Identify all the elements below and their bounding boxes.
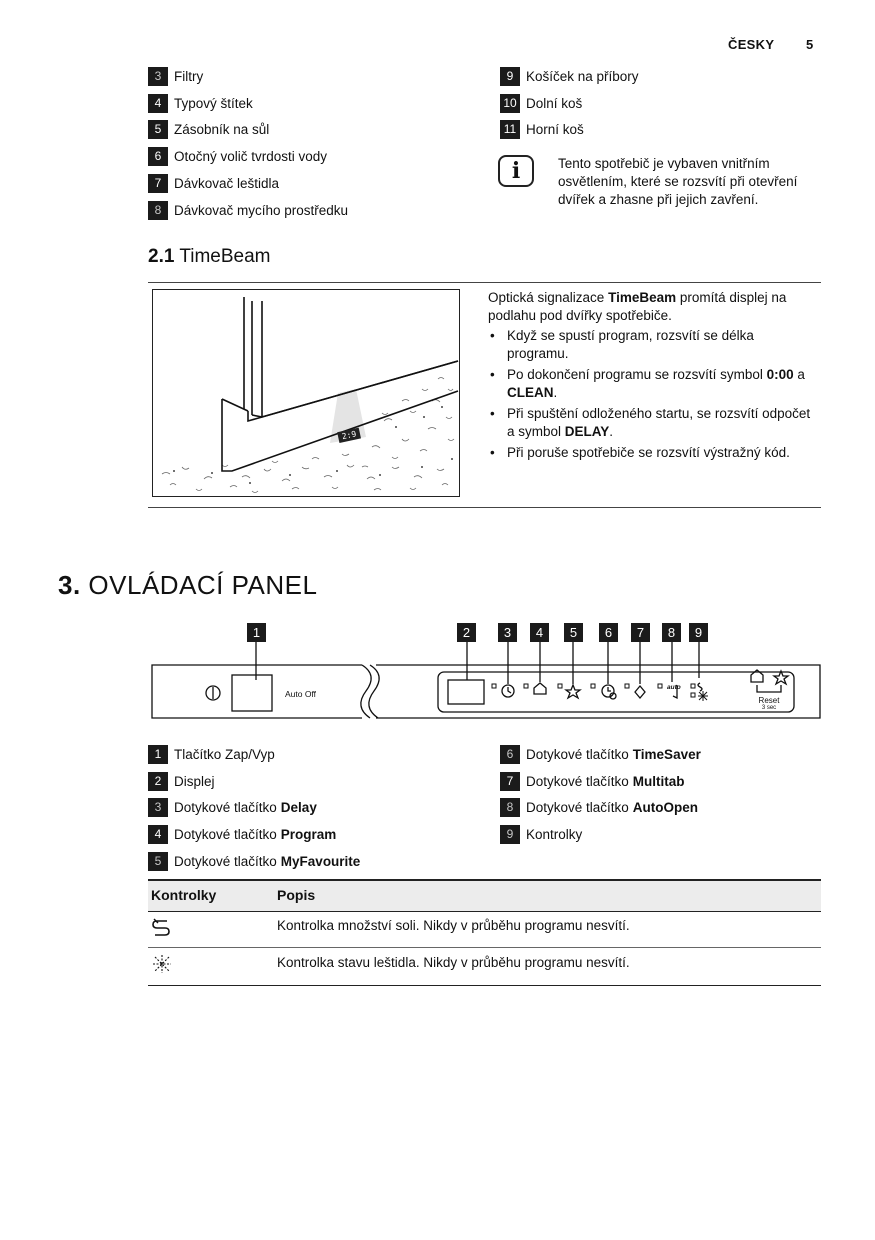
- language-header: ČESKY: [728, 37, 775, 52]
- list-item: [500, 744, 701, 764]
- item-number: 7: [148, 174, 168, 193]
- list-item: [148, 173, 279, 193]
- legend-text: Dotykové tlačítko: [174, 826, 277, 842]
- list-item: [148, 119, 269, 139]
- list-item: [500, 824, 582, 844]
- panel-label-9: 9: [689, 623, 708, 642]
- legend-number: 6: [500, 745, 520, 764]
- intro-text-a: Optická signalizace: [488, 290, 609, 305]
- section-heading: [148, 246, 271, 268]
- panel-label-2: 2: [457, 623, 476, 642]
- legend-bold: Delay: [280, 799, 317, 815]
- item-label: Zásobník na sůl: [174, 121, 270, 137]
- list-item: [148, 771, 215, 791]
- legend-number: 8: [500, 798, 520, 817]
- list-item: [148, 93, 253, 113]
- list-item: [500, 797, 698, 817]
- item-label: Horní koš: [526, 121, 584, 137]
- bullet-text: a: [793, 367, 805, 382]
- item-number: 8: [148, 201, 168, 220]
- timebeam-description: [488, 289, 818, 466]
- bullet-text: .: [553, 384, 558, 400]
- legend-text: Dotykové tlačítko: [526, 799, 629, 815]
- item-number: 3: [148, 67, 168, 86]
- item-label: Filtry: [174, 68, 204, 84]
- salt-indicator-icon: [151, 917, 173, 939]
- list-item: [148, 146, 327, 166]
- list-item: [488, 327, 818, 362]
- list-item: [148, 824, 336, 844]
- panel-label-4: 4: [530, 623, 549, 642]
- bullet-text: Po dokončení programu se rozsvítí symbol: [507, 367, 767, 382]
- item-label: Dávkovač mycího prostředku: [174, 202, 349, 218]
- list-item: [488, 444, 818, 462]
- chapter-heading: [58, 570, 317, 601]
- reset-label: Reset: [758, 696, 780, 705]
- legend-bold: TimeSaver: [632, 746, 701, 762]
- legend-text: Dotykové tlačítko: [174, 853, 277, 869]
- item-label: Dolní koš: [526, 95, 583, 111]
- legend-number: 3: [148, 798, 168, 817]
- item-number: 11: [500, 120, 520, 139]
- table-header-description: Popis: [277, 887, 316, 903]
- bullet-bold: CLEAN: [507, 384, 554, 400]
- item-number: 6: [148, 147, 168, 166]
- list-item: [500, 771, 685, 791]
- chapter-number: 3.: [58, 570, 81, 600]
- legend-number: 9: [500, 825, 520, 844]
- divider: [148, 947, 821, 948]
- legend-text: Dotykové tlačítko: [174, 799, 277, 815]
- control-panel-diagram: [150, 640, 822, 724]
- list-item: [488, 405, 818, 440]
- bullet-text: Když se spustí program, rozsvítí se délka programu.: [507, 328, 754, 361]
- legend-number: 4: [148, 825, 168, 844]
- item-number: 10: [500, 94, 520, 113]
- item-label: Otočný volič tvrdosti vody: [174, 148, 328, 164]
- list-item: [500, 93, 582, 113]
- list-item: [148, 66, 203, 86]
- item-label: Košíček na příbory: [526, 68, 639, 84]
- table-cell-text: Kontrolka množství soli. Nikdy v průběhu programu nesvítí.: [277, 918, 630, 933]
- table-cell-text: Kontrolka stavu leštidla. Nikdy v průběhu programu nesvítí.: [277, 955, 630, 970]
- panel-label-1: 1: [247, 623, 266, 642]
- divider: [148, 985, 821, 986]
- list-item: [148, 744, 275, 764]
- legend-number: 2: [148, 772, 168, 791]
- bullet-text: Při poruše spotřebiče se rozsvítí výstražný kód.: [507, 445, 790, 460]
- divider: [148, 507, 821, 508]
- divider: [148, 282, 821, 283]
- panel-label-7: 7: [631, 623, 650, 642]
- intro-text-b: promítá displej na podlahu pod dvířky spotřebiče.: [488, 290, 787, 323]
- timebeam-illustration: [152, 289, 460, 497]
- list-item: [148, 200, 348, 220]
- chapter-title: OVLÁDACÍ PANEL: [88, 570, 318, 600]
- panel-label-6: 6: [599, 623, 618, 642]
- item-number: 5: [148, 120, 168, 139]
- reset-time: 3 sec: [761, 705, 777, 711]
- rinse-aid-indicator-icon: [151, 953, 173, 975]
- autoopen-mark: auto: [667, 684, 681, 691]
- item-label: Typový štítek: [174, 95, 253, 111]
- bullet-bold: 0:00: [766, 367, 794, 382]
- legend-number: 7: [500, 772, 520, 791]
- panel-label-3: 3: [498, 623, 517, 642]
- table-header-indicators: Kontrolky: [151, 887, 217, 903]
- divider: [148, 911, 821, 912]
- legend-text: Dotykové tlačítko: [526, 746, 629, 762]
- list-item: [488, 366, 818, 401]
- legend-text: Kontrolky: [526, 826, 583, 842]
- panel-label-5: 5: [564, 623, 583, 642]
- list-item: [148, 797, 317, 817]
- info-note: Tento spotřebič je vybaven vnitřním osvětlením, které se rozsvítí při otevření dvířek a zhasne při jejich zavření.: [558, 156, 798, 207]
- legend-bold: Multitab: [632, 773, 685, 789]
- legend-text: Dotykové tlačítko: [526, 773, 629, 789]
- bullet-text: .: [609, 423, 614, 439]
- page-number: 5: [806, 37, 814, 52]
- auto-off-label: Auto Off: [285, 689, 317, 699]
- info-icon: i: [498, 155, 534, 187]
- intro-bold: TimeBeam: [608, 290, 677, 305]
- legend-text: Tlačítko Zap/Vyp: [174, 746, 275, 762]
- table-header: [148, 881, 821, 911]
- legend-number: 1: [148, 745, 168, 764]
- bullet-bold: DELAY: [564, 423, 610, 439]
- list-item: [500, 119, 584, 139]
- section-number: 2.1: [148, 246, 175, 267]
- item-number: 9: [500, 67, 520, 86]
- bullet-text: Při spuštění odloženého startu, se rozsvítí odpočet a symbol: [507, 406, 811, 439]
- legend-text: Displej: [174, 773, 215, 789]
- item-number: 4: [148, 94, 168, 113]
- svg-text:2:9: 2:9: [341, 429, 358, 442]
- section-title: TimeBeam: [179, 246, 271, 267]
- panel-label-8: 8: [662, 623, 681, 642]
- legend-bold: Program: [280, 826, 337, 842]
- list-item: [500, 66, 639, 86]
- legend-number: 5: [148, 852, 168, 871]
- intro-paragraph: [488, 289, 818, 324]
- legend-bold: MyFavourite: [280, 853, 361, 869]
- list-item: [148, 851, 360, 871]
- item-label: Dávkovač leštidla: [174, 175, 280, 191]
- legend-bold: AutoOpen: [632, 799, 699, 815]
- bullet-list: [488, 327, 818, 462]
